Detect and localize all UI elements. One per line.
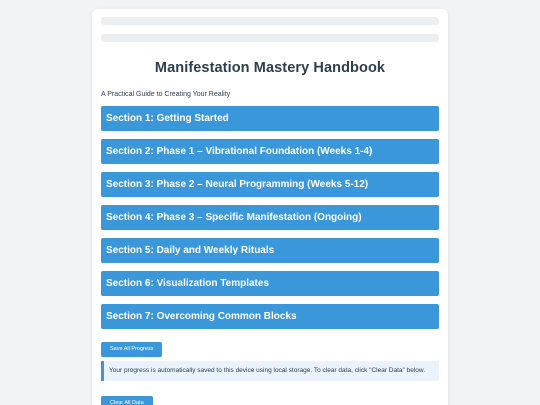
section-header-4[interactable] bbox=[101, 205, 439, 230]
section-label: Section 2: Phase 1 – Vibrational Foundation (Weeks 1-4) bbox=[106, 146, 373, 157]
section-header-1[interactable] bbox=[101, 106, 439, 131]
section-label: Section 6: Visualization Templates bbox=[106, 278, 270, 289]
section-header-6[interactable] bbox=[101, 271, 439, 296]
page-subtitle: A Practical Guide to Creating Your Reality bbox=[101, 91, 231, 98]
handbook-card bbox=[92, 9, 448, 405]
section-header-7[interactable] bbox=[101, 304, 439, 329]
section-header-5[interactable] bbox=[101, 238, 439, 263]
save-progress-button[interactable]: Save All Progress bbox=[101, 342, 162, 357]
page-title: Manifestation Mastery Handbook bbox=[154, 60, 386, 76]
section-header-2[interactable] bbox=[101, 139, 439, 164]
section-label: Section 5: Daily and Weekly Rituals bbox=[106, 245, 275, 256]
section-header-3[interactable] bbox=[101, 172, 439, 197]
section-list bbox=[101, 106, 439, 329]
section-label: Section 1: Getting Started bbox=[106, 113, 229, 124]
section-label: Section 3: Phase 2 – Neural Programming (Weeks 5-12) bbox=[106, 179, 369, 190]
section-label: Section 4: Phase 3 – Specific Manifestation (Ongoing) bbox=[106, 212, 362, 223]
section-label: Section 7: Overcoming Common Blocks bbox=[106, 311, 297, 322]
clear-data-button[interactable]: Clear All Data bbox=[101, 396, 153, 405]
storage-info-note: Your progress is automatically saved to this device using local storage. To clear data, click "Clear Data" below. bbox=[101, 361, 439, 381]
loading-bar bbox=[101, 34, 439, 42]
loading-bar bbox=[101, 17, 439, 25]
